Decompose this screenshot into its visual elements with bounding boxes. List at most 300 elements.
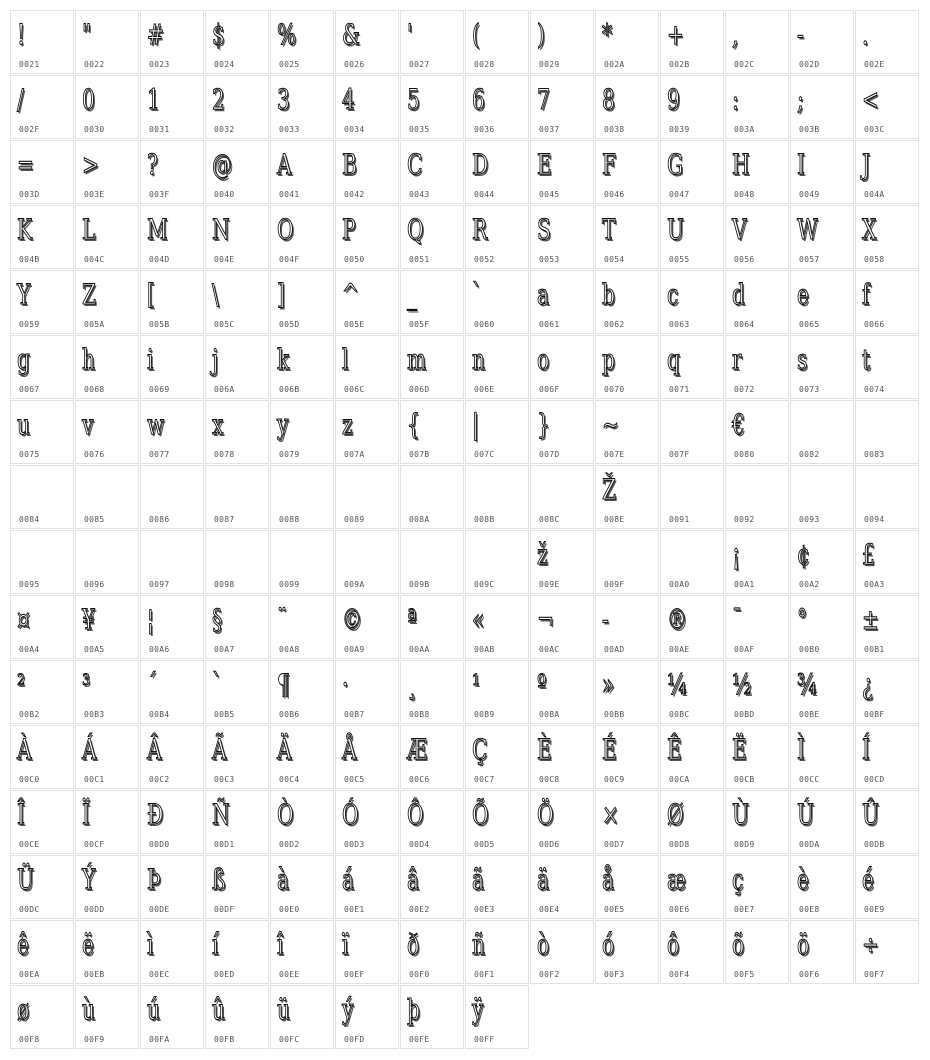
glyph-codepoint: 00C7 bbox=[474, 775, 495, 784]
glyph-cell[interactable] bbox=[595, 855, 659, 919]
glyph-cell[interactable] bbox=[10, 985, 74, 1049]
glyph-cell[interactable] bbox=[335, 855, 399, 919]
glyph-cell[interactable] bbox=[595, 920, 659, 984]
glyph-cell[interactable] bbox=[595, 660, 659, 724]
glyph-codepoint: 0040 bbox=[214, 190, 235, 199]
glyph-cell[interactable] bbox=[660, 400, 724, 464]
glyph-cell[interactable] bbox=[205, 75, 269, 139]
glyph-cell[interactable] bbox=[335, 660, 399, 724]
glyph-codepoint: 00C5 bbox=[344, 775, 365, 784]
glyph-cell[interactable] bbox=[465, 985, 529, 1049]
glyph-codepoint: 00B6 bbox=[279, 710, 300, 719]
glyph-cell[interactable] bbox=[400, 205, 464, 269]
glyph-cell[interactable] bbox=[595, 530, 659, 594]
glyph-cell[interactable] bbox=[660, 140, 724, 204]
glyph-cell[interactable] bbox=[10, 530, 74, 594]
glyph-cell[interactable] bbox=[400, 140, 464, 204]
glyph-cell[interactable] bbox=[855, 790, 919, 854]
glyph-cell[interactable] bbox=[140, 855, 204, 919]
glyph-sample: õ bbox=[732, 928, 745, 961]
glyph-sample: ú bbox=[147, 993, 160, 1026]
glyph-cell[interactable] bbox=[75, 530, 139, 594]
glyph-sample: ? bbox=[147, 148, 158, 181]
glyph-cell[interactable] bbox=[10, 595, 74, 659]
glyph-sample: € bbox=[732, 408, 745, 441]
glyph-cell[interactable] bbox=[465, 920, 529, 984]
glyph-sample: n bbox=[472, 343, 485, 376]
glyph-cell[interactable] bbox=[335, 270, 399, 334]
glyph-cell[interactable] bbox=[855, 530, 919, 594]
glyph-cell[interactable] bbox=[205, 400, 269, 464]
glyph-codepoint: 004E bbox=[214, 255, 235, 264]
glyph-sample: I bbox=[797, 148, 805, 181]
glyph-cell[interactable] bbox=[205, 465, 269, 529]
glyph-cell[interactable] bbox=[660, 530, 724, 594]
glyph-cell[interactable] bbox=[790, 790, 854, 854]
glyph-cell[interactable] bbox=[270, 920, 334, 984]
glyph-cell[interactable] bbox=[270, 75, 334, 139]
glyph-cell[interactable] bbox=[855, 335, 919, 399]
glyph-codepoint: 00F8 bbox=[19, 1035, 40, 1044]
glyph-cell[interactable] bbox=[75, 725, 139, 789]
glyph-cell[interactable] bbox=[530, 10, 594, 74]
glyph-cell[interactable] bbox=[75, 790, 139, 854]
glyph-cell[interactable] bbox=[400, 855, 464, 919]
glyph-codepoint: 00C9 bbox=[604, 775, 625, 784]
glyph-cell[interactable] bbox=[465, 400, 529, 464]
glyph-cell[interactable] bbox=[855, 920, 919, 984]
glyph-cell[interactable] bbox=[140, 140, 204, 204]
glyph-sample bbox=[667, 472, 707, 508]
glyph-cell[interactable] bbox=[530, 790, 594, 854]
glyph-cell[interactable] bbox=[335, 205, 399, 269]
glyph-cell[interactable] bbox=[465, 270, 529, 334]
glyph-cell[interactable] bbox=[660, 920, 724, 984]
glyph-cell[interactable] bbox=[335, 335, 399, 399]
glyph-cell[interactable] bbox=[855, 75, 919, 139]
glyph-cell[interactable] bbox=[140, 530, 204, 594]
glyph-cell[interactable] bbox=[140, 725, 204, 789]
glyph-cell[interactable] bbox=[530, 855, 594, 919]
glyph-codepoint: 0070 bbox=[604, 385, 625, 394]
glyph-sample: ê bbox=[17, 928, 29, 961]
glyph-cell[interactable] bbox=[140, 660, 204, 724]
glyph-cell[interactable] bbox=[140, 335, 204, 399]
glyph-cell[interactable] bbox=[725, 530, 789, 594]
glyph-sample: o bbox=[537, 343, 550, 376]
glyph-cell[interactable] bbox=[205, 335, 269, 399]
glyph-cell[interactable] bbox=[140, 270, 204, 334]
glyph-cell[interactable] bbox=[205, 205, 269, 269]
glyph-cell[interactable] bbox=[140, 10, 204, 74]
glyph-cell[interactable] bbox=[270, 595, 334, 659]
glyph-sample: £ bbox=[862, 538, 875, 571]
glyph-codepoint: 00B7 bbox=[344, 710, 365, 719]
glyph-cell[interactable] bbox=[270, 530, 334, 594]
glyph-cell[interactable] bbox=[595, 75, 659, 139]
glyph-cell[interactable] bbox=[335, 465, 399, 529]
glyph-cell[interactable] bbox=[660, 75, 724, 139]
glyph-cell[interactable] bbox=[140, 595, 204, 659]
glyph-cell[interactable] bbox=[10, 205, 74, 269]
glyph-cell[interactable] bbox=[595, 270, 659, 334]
glyph-cell[interactable] bbox=[205, 140, 269, 204]
glyph-sample: ` bbox=[472, 278, 483, 311]
glyph-sample: 4 bbox=[342, 83, 355, 116]
glyph-cell[interactable] bbox=[790, 465, 854, 529]
glyph-cell[interactable] bbox=[725, 725, 789, 789]
glyph-cell[interactable] bbox=[205, 270, 269, 334]
glyph-cell[interactable] bbox=[270, 855, 334, 919]
glyph-sample bbox=[82, 537, 122, 573]
glyph-codepoint: 005D bbox=[279, 320, 300, 329]
glyph-cell[interactable] bbox=[660, 205, 724, 269]
glyph-cell[interactable] bbox=[725, 660, 789, 724]
glyph-cell[interactable] bbox=[595, 335, 659, 399]
glyph-cell[interactable] bbox=[140, 465, 204, 529]
glyph-sample: Ë bbox=[732, 733, 747, 766]
glyph-cell[interactable] bbox=[75, 75, 139, 139]
glyph-sample: % bbox=[277, 18, 297, 51]
glyph-cell[interactable] bbox=[140, 920, 204, 984]
glyph-sample: K bbox=[17, 213, 33, 246]
glyph-sample: ã bbox=[472, 863, 485, 896]
glyph-cell[interactable] bbox=[335, 140, 399, 204]
glyph-cell[interactable] bbox=[335, 725, 399, 789]
glyph-cell[interactable] bbox=[855, 270, 919, 334]
glyph-cell[interactable] bbox=[790, 400, 854, 464]
glyph-cell[interactable] bbox=[335, 985, 399, 1049]
glyph-cell[interactable] bbox=[205, 660, 269, 724]
glyph-codepoint: 0068 bbox=[84, 385, 105, 394]
glyph-cell[interactable] bbox=[855, 10, 919, 74]
glyph-cell[interactable] bbox=[205, 725, 269, 789]
glyph-cell[interactable] bbox=[725, 270, 789, 334]
glyph-cell[interactable] bbox=[205, 985, 269, 1049]
glyph-cell[interactable] bbox=[595, 10, 659, 74]
glyph-sample: Ñ bbox=[212, 798, 230, 831]
glyph-cell[interactable] bbox=[400, 595, 464, 659]
glyph-cell[interactable] bbox=[530, 920, 594, 984]
glyph-cell[interactable] bbox=[855, 400, 919, 464]
glyph-cell[interactable] bbox=[790, 920, 854, 984]
glyph-codepoint: 00D4 bbox=[409, 840, 430, 849]
glyph-cell[interactable] bbox=[660, 10, 724, 74]
glyph-cell[interactable] bbox=[465, 465, 529, 529]
glyph-cell[interactable] bbox=[855, 660, 919, 724]
glyph-codepoint: 00A5 bbox=[84, 645, 105, 654]
glyph-cell[interactable] bbox=[270, 725, 334, 789]
glyph-cell[interactable] bbox=[75, 660, 139, 724]
glyph-cell[interactable] bbox=[205, 10, 269, 74]
glyph-cell[interactable] bbox=[140, 400, 204, 464]
glyph-cell[interactable] bbox=[790, 10, 854, 74]
glyph-cell[interactable] bbox=[855, 140, 919, 204]
glyph-cell[interactable] bbox=[10, 140, 74, 204]
glyph-codepoint: 002D bbox=[799, 60, 820, 69]
glyph-cell[interactable] bbox=[530, 205, 594, 269]
glyph-cell[interactable] bbox=[725, 920, 789, 984]
glyph-cell[interactable] bbox=[10, 660, 74, 724]
glyph-cell[interactable] bbox=[595, 725, 659, 789]
glyph-cell[interactable] bbox=[595, 790, 659, 854]
glyph-sample: c bbox=[667, 278, 679, 311]
glyph-cell[interactable] bbox=[10, 75, 74, 139]
glyph-cell[interactable] bbox=[660, 790, 724, 854]
glyph-cell[interactable] bbox=[465, 140, 529, 204]
glyph-cell[interactable] bbox=[660, 855, 724, 919]
glyph-cell[interactable] bbox=[400, 530, 464, 594]
glyph-cell[interactable] bbox=[400, 985, 464, 1049]
glyph-codepoint: 00FF bbox=[474, 1035, 495, 1044]
glyph-cell[interactable] bbox=[465, 335, 529, 399]
glyph-cell[interactable] bbox=[335, 10, 399, 74]
glyph-cell[interactable] bbox=[10, 725, 74, 789]
glyph-cell[interactable] bbox=[400, 920, 464, 984]
glyph-cell[interactable] bbox=[270, 465, 334, 529]
glyph-sample: ¸ bbox=[407, 668, 418, 701]
glyph-cell[interactable] bbox=[660, 335, 724, 399]
glyph-cell[interactable] bbox=[10, 855, 74, 919]
glyph-cell[interactable] bbox=[335, 400, 399, 464]
glyph-cell[interactable] bbox=[270, 335, 334, 399]
glyph-cell[interactable] bbox=[465, 595, 529, 659]
glyph-sample: ä bbox=[537, 863, 550, 896]
glyph-sample bbox=[862, 472, 902, 508]
glyph-sample: V bbox=[732, 213, 747, 246]
glyph-sample: ð bbox=[407, 928, 420, 961]
glyph-cell[interactable] bbox=[140, 75, 204, 139]
glyph-cell[interactable] bbox=[855, 465, 919, 529]
glyph-cell[interactable] bbox=[75, 205, 139, 269]
glyph-cell[interactable] bbox=[660, 660, 724, 724]
glyph-sample: © bbox=[342, 603, 363, 636]
glyph-cell[interactable] bbox=[790, 75, 854, 139]
glyph-cell[interactable] bbox=[790, 595, 854, 659]
glyph-codepoint: 0028 bbox=[474, 60, 495, 69]
glyph-sample: ñ bbox=[472, 928, 485, 961]
glyph-sample: « bbox=[472, 603, 485, 636]
glyph-cell[interactable] bbox=[660, 270, 724, 334]
glyph-cell[interactable] bbox=[75, 920, 139, 984]
glyph-codepoint: 00EE bbox=[279, 970, 300, 979]
glyph-sample: ÿ bbox=[472, 993, 484, 1026]
glyph-cell[interactable] bbox=[140, 985, 204, 1049]
glyph-cell[interactable] bbox=[595, 465, 659, 529]
glyph-cell[interactable] bbox=[270, 985, 334, 1049]
glyph-cell[interactable] bbox=[205, 855, 269, 919]
glyph-cell[interactable] bbox=[400, 790, 464, 854]
glyph-cell[interactable] bbox=[75, 335, 139, 399]
glyph-cell[interactable] bbox=[725, 335, 789, 399]
glyph-cell[interactable] bbox=[400, 335, 464, 399]
glyph-cell[interactable] bbox=[10, 335, 74, 399]
glyph-sample: C bbox=[407, 148, 423, 181]
glyph-sample bbox=[147, 537, 187, 573]
glyph-cell[interactable] bbox=[725, 75, 789, 139]
glyph-codepoint: 0088 bbox=[279, 515, 300, 524]
glyph-cell[interactable] bbox=[465, 855, 529, 919]
glyph-sample: Ó bbox=[342, 798, 359, 831]
glyph-cell[interactable] bbox=[270, 400, 334, 464]
glyph-cell[interactable] bbox=[660, 595, 724, 659]
glyph-cell[interactable] bbox=[75, 140, 139, 204]
glyph-cell[interactable] bbox=[205, 790, 269, 854]
glyph-cell[interactable] bbox=[855, 205, 919, 269]
glyph-cell[interactable] bbox=[270, 10, 334, 74]
glyph-cell[interactable] bbox=[725, 790, 789, 854]
glyph-cell[interactable] bbox=[270, 270, 334, 334]
glyph-cell[interactable] bbox=[595, 140, 659, 204]
glyph-cell[interactable] bbox=[530, 335, 594, 399]
glyph-cell[interactable] bbox=[335, 790, 399, 854]
glyph-cell[interactable] bbox=[530, 660, 594, 724]
glyph-sample: ¿ bbox=[862, 668, 873, 701]
glyph-cell[interactable] bbox=[335, 530, 399, 594]
glyph-codepoint: 005B bbox=[149, 320, 170, 329]
glyph-cell[interactable] bbox=[855, 725, 919, 789]
glyph-sample: ü bbox=[277, 993, 290, 1026]
glyph-cell[interactable] bbox=[400, 660, 464, 724]
glyph-cell[interactable] bbox=[725, 205, 789, 269]
glyph-cell[interactable] bbox=[595, 400, 659, 464]
glyph-codepoint: 0080 bbox=[734, 450, 755, 459]
glyph-cell[interactable] bbox=[270, 140, 334, 204]
glyph-cell[interactable] bbox=[75, 985, 139, 1049]
glyph-codepoint: 00F1 bbox=[474, 970, 495, 979]
glyph-cell[interactable] bbox=[10, 465, 74, 529]
glyph-cell[interactable] bbox=[335, 75, 399, 139]
glyph-codepoint: 003F bbox=[149, 190, 170, 199]
glyph-cell[interactable] bbox=[140, 205, 204, 269]
glyph-cell[interactable] bbox=[530, 595, 594, 659]
glyph-cell[interactable] bbox=[335, 920, 399, 984]
glyph-cell[interactable] bbox=[400, 400, 464, 464]
glyph-sample: ô bbox=[667, 928, 680, 961]
glyph-sample: 2 bbox=[212, 83, 225, 116]
glyph-codepoint: 0024 bbox=[214, 60, 235, 69]
glyph-cell[interactable] bbox=[10, 270, 74, 334]
glyph-cell[interactable] bbox=[790, 855, 854, 919]
glyph-cell[interactable] bbox=[725, 855, 789, 919]
glyph-cell[interactable] bbox=[790, 205, 854, 269]
glyph-cell[interactable] bbox=[465, 75, 529, 139]
glyph-sample: ª bbox=[407, 603, 417, 636]
glyph-sample: ¼ bbox=[667, 668, 687, 701]
glyph-sample: ì bbox=[147, 928, 154, 961]
glyph-cell[interactable] bbox=[270, 660, 334, 724]
glyph-cell[interactable] bbox=[465, 660, 529, 724]
glyph-cell[interactable] bbox=[10, 790, 74, 854]
glyph-sample: D bbox=[472, 148, 489, 181]
glyph-cell[interactable] bbox=[205, 920, 269, 984]
glyph-cell[interactable] bbox=[140, 790, 204, 854]
glyph-cell[interactable] bbox=[530, 270, 594, 334]
glyph-cell[interactable] bbox=[75, 595, 139, 659]
glyph-cell[interactable] bbox=[75, 400, 139, 464]
glyph-cell[interactable] bbox=[530, 75, 594, 139]
glyph-cell[interactable] bbox=[725, 140, 789, 204]
glyph-cell[interactable] bbox=[465, 10, 529, 74]
glyph-cell[interactable] bbox=[335, 595, 399, 659]
glyph-cell[interactable] bbox=[790, 335, 854, 399]
glyph-codepoint: 0094 bbox=[864, 515, 885, 524]
glyph-sample: 5 bbox=[407, 83, 420, 116]
glyph-cell[interactable] bbox=[465, 790, 529, 854]
glyph-cell[interactable] bbox=[530, 465, 594, 529]
glyph-cell[interactable] bbox=[790, 140, 854, 204]
glyph-codepoint: 0073 bbox=[799, 385, 820, 394]
glyph-cell[interactable] bbox=[75, 855, 139, 919]
glyph-sample bbox=[212, 472, 252, 508]
glyph-cell[interactable] bbox=[530, 400, 594, 464]
glyph-cell[interactable] bbox=[10, 400, 74, 464]
glyph-cell[interactable] bbox=[400, 465, 464, 529]
glyph-cell[interactable] bbox=[790, 725, 854, 789]
glyph-cell[interactable] bbox=[790, 660, 854, 724]
glyph-cell[interactable] bbox=[400, 725, 464, 789]
glyph-cell[interactable] bbox=[855, 595, 919, 659]
glyph-sample: X bbox=[862, 213, 877, 246]
glyph-cell[interactable] bbox=[400, 75, 464, 139]
glyph-cell[interactable] bbox=[465, 725, 529, 789]
glyph-cell[interactable] bbox=[10, 920, 74, 984]
glyph-cell[interactable] bbox=[855, 855, 919, 919]
glyph-cell[interactable] bbox=[400, 10, 464, 74]
glyph-codepoint: 0054 bbox=[604, 255, 625, 264]
glyph-cell[interactable] bbox=[10, 10, 74, 74]
glyph-cell[interactable] bbox=[465, 205, 529, 269]
glyph-sample: e bbox=[797, 278, 809, 311]
glyph-cell[interactable] bbox=[595, 205, 659, 269]
glyph-codepoint: 0058 bbox=[864, 255, 885, 264]
glyph-cell[interactable] bbox=[270, 790, 334, 854]
glyph-cell[interactable] bbox=[205, 530, 269, 594]
glyph-cell[interactable] bbox=[725, 400, 789, 464]
glyph-cell[interactable] bbox=[725, 10, 789, 74]
glyph-sample: × bbox=[602, 798, 619, 831]
glyph-cell[interactable] bbox=[75, 10, 139, 74]
glyph-codepoint: 00B0 bbox=[799, 645, 820, 654]
glyph-codepoint: 008B bbox=[474, 515, 495, 524]
glyph-sample: ë bbox=[82, 928, 94, 961]
glyph-cell[interactable] bbox=[790, 270, 854, 334]
glyph-codepoint: 00A9 bbox=[344, 645, 365, 654]
glyph-sample: ò bbox=[537, 928, 550, 961]
glyph-cell[interactable] bbox=[660, 465, 724, 529]
glyph-cell[interactable] bbox=[530, 140, 594, 204]
glyph-codepoint: 007B bbox=[409, 450, 430, 459]
glyph-cell[interactable] bbox=[400, 270, 464, 334]
glyph-cell[interactable] bbox=[270, 205, 334, 269]
glyph-cell[interactable] bbox=[790, 530, 854, 594]
glyph-sample bbox=[342, 472, 382, 508]
glyph-codepoint: 00BC bbox=[669, 710, 690, 719]
glyph-cell[interactable] bbox=[205, 595, 269, 659]
glyph-cell[interactable] bbox=[530, 725, 594, 789]
glyph-cell[interactable] bbox=[75, 270, 139, 334]
glyph-cell[interactable] bbox=[725, 595, 789, 659]
glyph-cell[interactable] bbox=[725, 465, 789, 529]
glyph-sample: Ç bbox=[472, 733, 488, 766]
glyph-cell[interactable] bbox=[75, 465, 139, 529]
glyph-cell[interactable] bbox=[530, 530, 594, 594]
glyph-cell[interactable] bbox=[595, 595, 659, 659]
glyph-sample: í bbox=[212, 928, 219, 961]
glyph-codepoint: 00DF bbox=[214, 905, 235, 914]
glyph-cell[interactable] bbox=[660, 725, 724, 789]
glyph-cell[interactable] bbox=[465, 530, 529, 594]
